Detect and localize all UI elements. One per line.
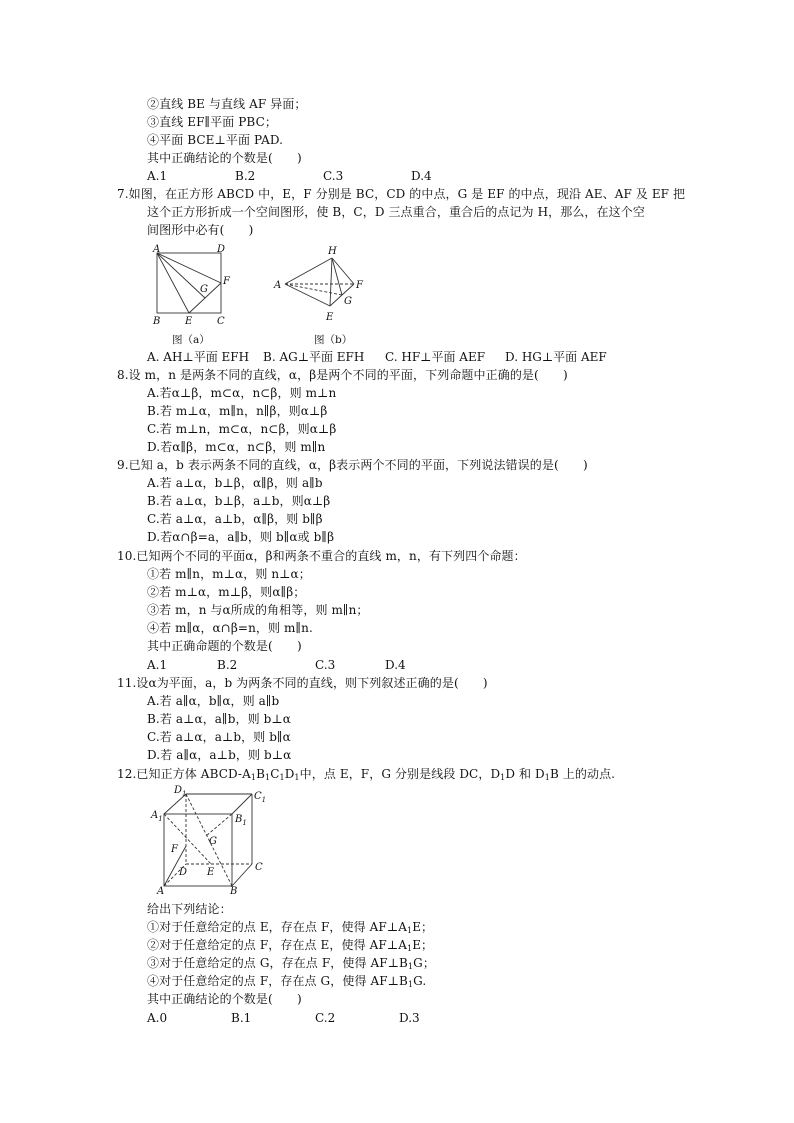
q10-option-d: D.4: [385, 658, 406, 672]
q12-option-d: D.3: [399, 1011, 420, 1025]
label-a-fig-b: A: [274, 280, 282, 291]
q8-option-c: C.若 m⊥n，m⊂α，n⊂β，则α⊥β: [147, 422, 337, 436]
q7-options: [147, 349, 617, 366]
q9-option-d: D.若α∩β=a，a∥b，则 b∥α或 b∥β: [147, 530, 335, 544]
q7-caption-b: 图（b）: [314, 334, 353, 346]
q6-option-b: B.2: [235, 169, 256, 183]
label-d1: $D_1$: [174, 785, 187, 798]
q12-stem-part: 中，点 E，F，G 分别是线段 DC，D: [299, 767, 501, 781]
q12-stem-part: D: [284, 767, 295, 781]
label-a: A: [157, 886, 165, 896]
q6-option-a: A.1: [147, 169, 168, 183]
label-h-fig-b: H: [328, 246, 337, 257]
q9-option-c: C.若 a⊥α，a⊥b，α∥β，则 b∥β: [147, 512, 323, 526]
text: ④对于任意给定的点 F，存在点 G，使得 AF⊥B: [147, 974, 408, 988]
q7-option-d: D. HG⊥平面 AEF: [505, 350, 607, 364]
q10-option-a: A.1: [147, 658, 168, 672]
subscript: 1: [250, 773, 257, 782]
label-c1: $C_1$: [254, 791, 267, 804]
subscript: 1: [544, 773, 550, 782]
segment-ae: [157, 253, 189, 313]
q8-option-b: B.若 m⊥α，m∥n，n∥β，则α⊥β: [147, 404, 328, 418]
q7-stem-line2: 这个正方形折成一个空间图形，使 B，C，D 三点重合，重合后的点记为 H，那么，在这个空: [147, 205, 645, 219]
q11-option-c: C.若 a⊥α，a⊥b，则 b∥α: [147, 730, 291, 744]
label-e-fig-b: E: [326, 312, 334, 323]
label-f: F: [171, 844, 178, 855]
subscript: 1: [294, 773, 300, 782]
q12-statement-1: [147, 919, 433, 936]
q12-stem-part: D 和 D: [505, 767, 545, 781]
label-g: G: [209, 836, 217, 847]
q8-option-d: D.若α∥β，m⊂α，n⊂β，则 m∥n: [147, 440, 326, 454]
q7-caption-a: 图（a）: [172, 334, 210, 346]
q10-option-c: C.3: [315, 658, 336, 672]
label-d: D: [179, 867, 188, 878]
text: E；: [412, 938, 434, 952]
segment-ag: [157, 253, 205, 298]
q10-statement-4: ④若 m∥α，α∩β=n，则 m∥n.: [147, 621, 313, 635]
q10-option-b: B.2: [217, 658, 238, 672]
label-c-fig-a: C: [217, 316, 225, 327]
edge-ag-hidden: [285, 284, 342, 295]
text: G.: [413, 974, 427, 988]
q6-option-d: D.4: [411, 169, 432, 183]
subscript: 1: [500, 773, 506, 782]
q7-stem-line3: 间图形中必有( ): [147, 223, 254, 237]
q12-stem-part: C: [270, 767, 280, 781]
q11-option-a: A.若 a∥α，b∥α，则 a∥b: [147, 694, 280, 708]
q7-stem-line1: 7.如图，在正方形 ABCD 中，E，F 分别是 BC，CD 的中点，G 是 EF 的中点，现沿 AE、AF 及 EF 把: [117, 187, 686, 201]
text: ③对于任意给定的点 G，存在点 F，使得 AF⊥B: [147, 956, 408, 970]
label-b1: $B_1$: [235, 814, 247, 827]
subscript: 1: [264, 773, 271, 782]
q12-option-b: B.1: [231, 1011, 252, 1025]
q12-stem: [117, 766, 615, 783]
q10-stem: 10.已知两个不同的平面α，β和两条不重合的直线 m，n，有下列四个命题：: [117, 549, 526, 563]
q12-intro: 给出下列结论：: [147, 902, 232, 916]
q7-option-a: A. AH⊥平面 EFH: [147, 350, 250, 364]
label-d-fig-a: D: [217, 244, 226, 255]
q7-figure-a: [157, 253, 221, 313]
subscript: 1: [407, 980, 414, 989]
edge-he: [330, 258, 332, 306]
q12-stem-part: B: [256, 767, 265, 781]
subscript: 1: [406, 944, 413, 953]
q10-options: [147, 657, 547, 674]
text: ①对于任意给定的点 E，存在点 F，使得 AF⊥A: [147, 920, 407, 934]
edge-ah: [285, 258, 332, 284]
q6-option-c: C.3: [323, 169, 344, 183]
edge-b1c1: [232, 794, 252, 814]
q9-option-a: A.若 a⊥α，b⊥β，α∥β，则 a∥b: [147, 476, 323, 490]
q12-statement-2: [147, 937, 433, 954]
q11-stem: 11.设α为平面，a，b 为两条不同的直线，则下列叙述正确的是( ): [117, 676, 488, 690]
q10-statement-3: ③若 m，n 与α所成的角相等，则 m∥n；: [147, 603, 369, 617]
label-e-fig-a: E: [185, 316, 193, 327]
subscript: 1: [406, 926, 413, 935]
label-b: B: [230, 886, 238, 896]
q6-statement-3: ③直线 EF∥平面 PBC；: [147, 115, 277, 129]
subscript: 1: [279, 773, 285, 782]
text: E；: [412, 920, 434, 934]
q12-option-a: A.0: [147, 1011, 168, 1025]
label-g-fig-a: G: [200, 284, 208, 295]
q10-statement-1: ①若 m∥n，m⊥α，则 n⊥α；: [147, 567, 311, 581]
segment-a1e: [164, 814, 211, 864]
segment-b1g: [206, 814, 232, 836]
edge-bc: [232, 864, 252, 886]
q12-stem-part: B 上的动点.: [549, 767, 616, 781]
q12-question: 其中正确结论的个数是( ): [147, 992, 302, 1006]
q10-statement-2: ②若 m⊥α，m⊥β，则α∥β；: [147, 585, 306, 599]
q12-options: [147, 1010, 547, 1027]
label-a1: $A_1$: [151, 810, 163, 823]
subscript: 1: [407, 962, 414, 971]
label-a-fig-a: A: [153, 244, 161, 255]
q9-stem: 9.已知 a，b 表示两条不同的直线，α，β表示两个不同的平面，下列说法错误的是( ): [117, 458, 588, 472]
label-f-fig-b: F: [356, 280, 363, 291]
q6-statement-2: ②直线 BE 与直线 AF 异面；: [147, 97, 307, 111]
label-b-fig-a: B: [153, 316, 161, 327]
q8-option-a: A.若α⊥β，m⊂α，n⊂β，则 m⊥n: [147, 386, 337, 400]
q9-option-b: B.若 a⊥α，b⊥β，a⊥b，则α⊥β: [147, 494, 331, 508]
q12-statement-3: [147, 955, 435, 972]
label-e: E: [207, 867, 215, 878]
q6-statement-4: ④平面 BCE⊥平面 PAD.: [147, 133, 284, 147]
q7-option-c: C. HF⊥平面 AEF: [385, 350, 486, 364]
q12-option-c: C.2: [315, 1011, 336, 1025]
text: ②对于任意给定的点 F，存在点 E，使得 AF⊥A: [147, 938, 407, 952]
label-c: C: [255, 862, 263, 873]
q12-stem-part: 12.已知正方体 ABCD-A: [117, 767, 251, 781]
q12-cube-figure: [148, 784, 274, 896]
text: G；: [413, 956, 435, 970]
q7-option-b: B. AG⊥平面 EFH: [263, 350, 365, 364]
q6-question: 其中正确结论的个数是( ): [147, 151, 302, 165]
edge-ae: [285, 284, 330, 306]
label-g-fig-b: G: [344, 296, 352, 307]
q10-question: 其中正确命题的个数是( ): [147, 639, 302, 653]
q8-stem: 8.设 m，n 是两条不同的直线，α，β是两个不同的平面，下列命题中正确的是( ): [117, 368, 568, 382]
q11-option-b: B.若 a⊥α，a∥b，则 b⊥α: [147, 712, 291, 726]
q6-options: [147, 168, 547, 185]
q11-option-d: D.若 a∥α，a⊥b，则 b⊥α: [147, 748, 292, 762]
q12-statement-4: [147, 973, 426, 990]
segment-af: [157, 253, 221, 283]
label-f-fig-a: F: [223, 276, 230, 287]
